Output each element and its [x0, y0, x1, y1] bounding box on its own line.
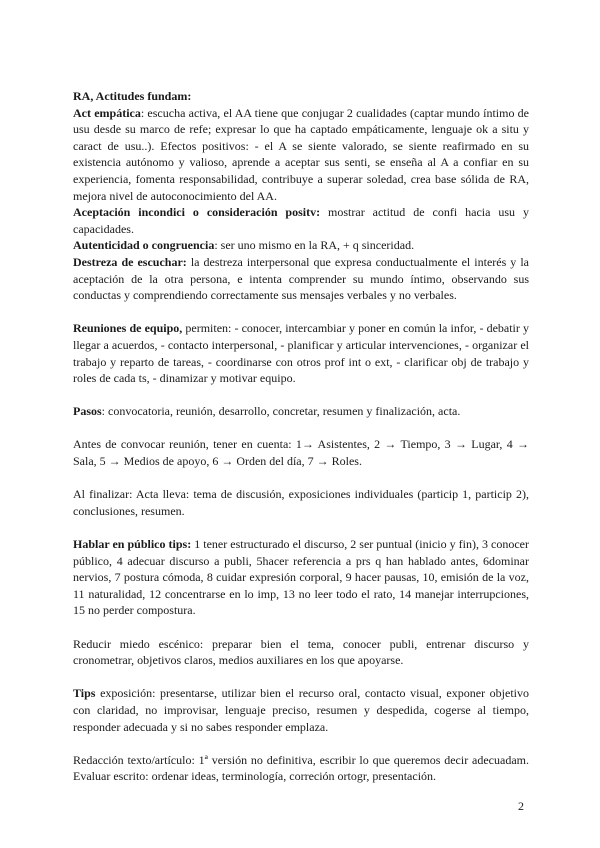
text-aceptacion: mostrar actitud de confi hacia usu y capacidades. [73, 205, 529, 236]
text-hablar: 1 tener estructurado el discurso, 2 ser puntual (inicio y fin), 3 conocer público, 4 adecuar discurso a publi, 5hacer referencia a prs q han hablado antes, 6dominar nervios, 7 postura cómoda, 8 cuidar expresión corporal, 9 hacer pausas, 10, emisión de la voz, 11 naturalidad, 12 concentrarse en lo imp, 13 no leer todo el rato, 14 manejar interrupciones, 15 no perder compostura. [73, 537, 530, 618]
paragraph-hablar [73, 536, 529, 619]
section-heading: RA, Actitudes fundam: [73, 89, 192, 103]
term-pasos: Pasos [73, 404, 102, 419]
paragraph-aceptacion [73, 204, 529, 237]
paragraph-antes: Antes de convocar reunión, tener en cuenta: 1→ Asistentes, 2 → Tiempo, 3 → Lugar, 4 → Sala, 5 → Medios de apoyo, 6 → Orden del día, 7 → Roles. [73, 437, 529, 469]
text-empatica: : escucha activa, el AA tiene que conjugar 2 cualidades (captar mundo íntimo de usu desde su marco de refe; expresar lo que ha captado empáticamente, lenguaje ok a situ y caract de usu..). Efectos positivos: - el A se siente valorado, se siente reafirmado en su existencia autónomo y valioso, aprende a aceptar sus senti, se enseña al A a confiar en su experiencia, fomenta responsabilidad, contribuye a superar soledad, crea base sólida de RA, mejora nivel de autoconocimiento del AA. [73, 105, 530, 203]
paragraph-reducir: Reducir miedo escénico: preparar bien el tema, conocer publi, entrenar discurso y cronometrar, objetivos claros, medios auxiliares en los que apoyarse. [73, 636, 529, 668]
text-autenticidad: : ser uno mismo en la RA, + q sinceridad. [214, 238, 415, 253]
paragraph-finalizar: Al finalizar: Acta lleva: tema de discusión, exposiciones individuales (particip 1, particip 2), conclusiones, resumen. [73, 487, 529, 518]
paragraph-tips [73, 685, 529, 735]
term-destreza: Destreza de escuchar: [73, 254, 187, 269]
spacer [73, 735, 529, 752]
spacer [73, 519, 529, 536]
term-empatica: Act empática [73, 105, 141, 120]
page-content [73, 88, 529, 785]
text-reuniones: permiten: - conocer, intercambiar y poner en común la infor, - debatir y llegar a acuerdos, - contacto interpersonal, - planificar y articular intervenciones, - organizar el trabajo y reparto de tareas, - coordinarse con otros prof int o ext, - clarificar obj de trabajo y roles de cada ts, - dinamizar y motivar equipo. [73, 321, 530, 386]
text-destreza: la destreza interpersonal que expresa conductualmente el interés y la aceptación de la otra persona, e intenta comprender su mundo íntimo, observando sus conductas y comprendiendo correctamente sus mensajes verbales y no verbales. [73, 254, 529, 303]
term-autenticidad: Autenticidad o congruencia [73, 238, 215, 253]
spacer [73, 619, 529, 636]
paragraph-autenticidad [73, 237, 529, 254]
spacer [73, 304, 529, 321]
page-number: 2 [518, 799, 524, 813]
spacer [73, 387, 529, 404]
paragraph-destreza [73, 254, 529, 304]
spacer [73, 420, 529, 437]
paragraph-reuniones [73, 320, 529, 386]
paragraph-empatica [73, 105, 529, 205]
text-pasos: : convocatoria, reunión, desarrollo, concretar, resumen y finalización, acta. [101, 404, 461, 419]
spacer [73, 669, 529, 686]
term-hablar: Hablar en público tips: [73, 537, 192, 552]
term-aceptacion: Aceptación incondici o consideración positv: [73, 205, 321, 220]
text-tips: exposición: presentarse, utilizar bien el recurso oral, contacto visual, exponer objetivo con claridad, no improvisar, lenguaje preciso, resumen y despedida, cogerse al tiempo, responder adecuada y si no sabes responder emplaza. [73, 686, 529, 734]
spacer [73, 470, 529, 487]
paragraph-redaccion: Redacción texto/artículo: 1ª versión no definitiva, escribir lo que queremos decir adecuadam. Evaluar escrito: ordenar ideas, terminología, correción ortogr, presentación. [73, 752, 529, 784]
paragraph-pasos [73, 403, 529, 420]
term-tips: Tips [73, 686, 96, 701]
term-reuniones: Reuniones de equipo, [73, 321, 183, 336]
